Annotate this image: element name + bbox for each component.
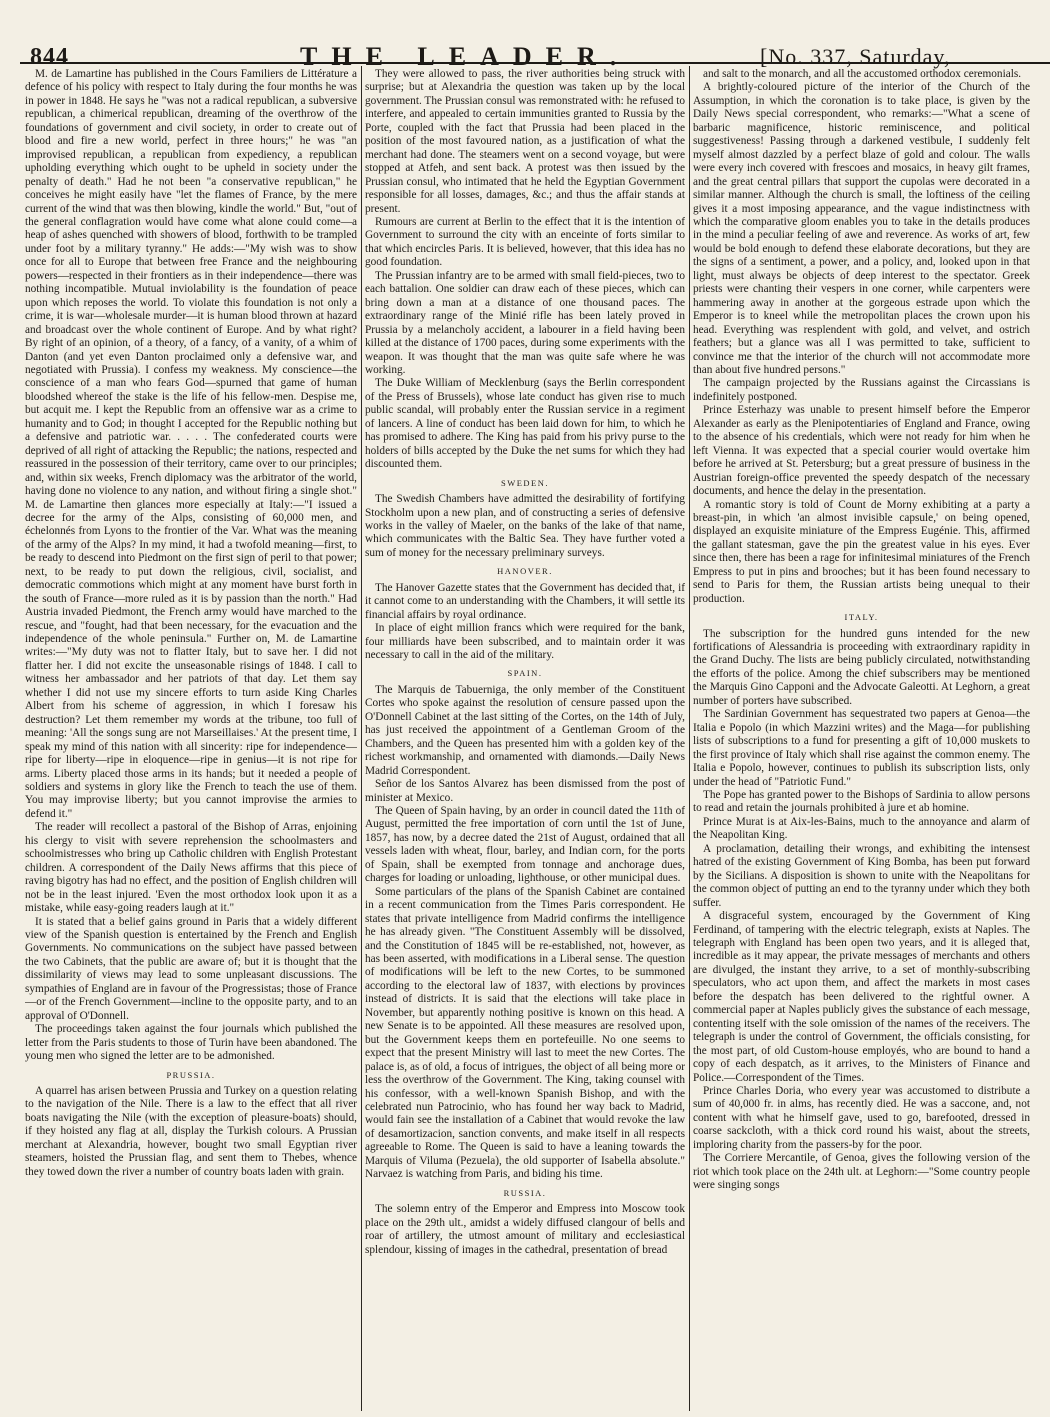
- article-paragraph: The Prussian infantry are to be armed with small field-pieces, two to each battalion. One soldier can draw each of these pieces, which can bring down a man at a distance of one thousand paces. The extraordinary range of the Minié rifle has been lately proved in Prussia by a melancholy accident, a labourer in a field having been killed at the distance of 1700 paces, during some experiments with the weapon. It was thought that the man was quite safe where he was working.: [365, 269, 685, 376]
- article-paragraph: The Hanover Gazette states that the Government has decided that, if it cannot come to an understanding with the Chambers, it will settle its financial affairs by royal ordinance.: [365, 581, 685, 621]
- article-paragraph: The Corriere Mercantile, of Genoa, gives the following version of the riot which took place on the 24th ult. at Leghorn:—"Some country people were singing songs: [693, 1152, 1030, 1192]
- article-paragraph: and salt to the monarch, and all the accustomed orthodox ceremonials.: [703, 68, 1022, 80]
- article-paragraph: Prince Esterhazy was unable to present himself before the Emperor Alexander as early as the Plenipotentiaries of England and France, owing to the absence of his credentials, which were not ready for him when he left Vienna. It was expected that a special courier would overtake him before he arrived at St. Petersburg; but a great pressure of business in the Austrian foreign-office prevented the speedy despatch of the necessary documents, and hence the delay in the presentation.: [693, 404, 1030, 498]
- article-paragraph: The Pope has granted power to the Bishops of Sardinia to allow persons to read and retain the journals prohibited à jure et ab homine.: [693, 789, 1030, 815]
- article-paragraph: The Duke William of Mecklenburg (says the Berlin correspondent of the Press of Brussels), whose late conduct has given rise to much public scandal, will probably enter the Russian service in a regiment of lancers. A line of conduct has been laid down for him, to which he has promised to adhere. The King has paid from his privy purse to the holders of bills accepted by the Duke the net sums for which they had discounted them.: [365, 377, 685, 471]
- article-paragraph: A proclamation, detailing their wrongs, and exhibiting the intensest hatred of the existing Government of King Bomba, has been put forward by the Sicilians. A disposition is shown to unite with the Neapolitans for the common object of putting an end to the tyranny under which they both suffer.: [693, 842, 1030, 909]
- article-paragraph: The Sardinian Government has sequestrated two papers at Genoa—the Italia e Popolo (in which Mazzini writes) and the Maga—for publishing lists of subscriptions to a fund for presenting a gift of 10,000 muskets to the first province of Italy which shall rise against the common enemy. The Italia e Popolo, however, continues to publish its subscription lists, only under the head of "Patriotic Fund.": [693, 708, 1030, 788]
- article-paragraph: The solemn entry of the Emperor and Empress into Moscow took place on the 29th ult., amidst a widely diffused clangour of bells and roar of artillery, the utmost amount of military and ecclesiastical splendour, kissing of images in the cathedral, presentation of bread: [365, 1203, 685, 1256]
- article-paragraph: A brightly-coloured picture of the interior of the Church of the Assumption, in which the coronation is to take place, is given by the Daily News special correspondent, who remarks:—"What a scene of barbaric magnificence, historic reminiscence, and political suggestiveness! Passing through a darkened vestibule, I suddenly felt myself almost dazzled by a perfect blaze of gold and colour. The walls were every inch covered with frescoes and mosaics, in heavy gilt frames, and the great central pillars that support the cupolas were decorated in a similar manner. Although the church is small, the loftiness of the ceiling gives it a most imposing appearance, and the vague indistinctness with which the comparative gloom enables you to take in the details produces in the mind a peculiar feeling of awe and reverence. As works of art, few would be bold enough to defend these elaborate decorations, but they are the signs of a sentiment, a power, and a policy, and, looked upon in that light, must always be objects of deep interest to the spectator. Greek priests were chanting their vespers in one corner, while carpenters were hammering away in another at the gorgeous estrade upon which the Emperor is to kneel while the metropolitan places the crown upon his head. Everything was resplendent with gold, and velvet, and ostrich feathers; but a glance was all I was permitted to take, sufficient to convince me that the interior of the church will not accommodate more than about five hundred persons.": [693, 81, 1030, 376]
- article-paragraph: The reader will recollect a pastoral of the Bishop of Arras, enjoining his clergy to visit with severe reprehension the schoolmasters and schoolmistresses who bring up Catholic children with English Protestant children. A correspondent of the Daily News affirms that this piece of raving bigotry has had no effect, and the position of English children will not be in the least injured. 'Even the most orthodox look upon it as a mistake, while easy-going readers laugh at it.": [25, 821, 357, 915]
- column-divider-2: [689, 66, 690, 1411]
- article-paragraph: A disgraceful system, encouraged by the Government of King Ferdinand, of tampering with the electric telegraph, exists at Naples. The telegraph with England has been open two years, and it is alleged that, incredible as it may appear, the private messages of merchants and others are divulged, the instant they arrive, to a set of monthly-subscribing speculators, who act upon them, and affect the markets in most cases before the despatch has been delivered to the rightful owner. A commercial paper at Naples publicly gives the substance of each message, contenting itself with the sole omission of the names of the receivers. The telegraph is under the control of Government, the officials consisting, for the most part, of old Custom-house employés, who are bound to hand a copy of each despatch, as it arrives, to the Ministers of Finance and Police.—Correspondent of the Times.: [693, 910, 1030, 1084]
- article-paragraph: It is stated that a belief gains ground in Paris that a widely different view of the Spanish question is entertained by the French and English Governments. No communications on the subject have passed between the two Cabinets, that the public are aware of; but it is thought that the dissimilarity of views may lead to some unpleasant discussions. The sympathies of England are in favour of the Progressistas; those of France—or of the French Government—incline to the opposite party, and to an approval of O'Donnell.: [25, 915, 357, 1022]
- issue-label: [No. 337, Saturday,: [760, 44, 951, 69]
- section-heading: SPAIN.: [507, 668, 543, 679]
- column-2: [365, 68, 685, 1406]
- article-paragraph: The subscription for the hundred guns intended for the new fortifications of Alessandria is proceeding with extraordinary rapidity in the Grand Duchy. The lists are being publicly circulated, notwithstanding the efforts of the police. Among the chief subscribers may be mentioned the Marquis Gino Capponi and the Advocate Galeotti. At Leghorn, a great number of porters have subscribed.: [693, 627, 1030, 707]
- section-heading: SWEDEN.: [500, 477, 550, 488]
- article-paragraph: The Swedish Chambers have admitted the desirability of fortifying Stockholm upon a new plan, and of constructing a series of defensive works in the valley of Maeler, on the banks of the lake of that name, which communicates with the Baltic Sea. They have further voted a sum of money for the necessary preliminary surveys.: [365, 493, 685, 559]
- header-rule: [20, 62, 1050, 64]
- article-paragraph: Rumours are current at Berlin to the effect that it is the intention of Government to surround the city with an enceinte of forts similar to that which encircles Paris. It is believed, however, that this idea has no good foundation.: [365, 215, 685, 269]
- article-paragraph: The proceedings taken against the four journals which published the letter from the Paris students to those of Turin have been abandoned. The young men who signed the letter are to be admonished.: [25, 1023, 357, 1063]
- article-paragraph: Prince Murat is at Aix-les-Bains, much to the annoyance and alarm of the Neapolitan King.: [693, 815, 1030, 842]
- article-paragraph: The Marquis de Tabuerniga, the only member of the Constituent Cortes who spoke against the resolution of censure passed upon the O'Donnell Cabinet at the last sitting of the Cortes, on the 14th of July, has just received the appointment of a Gentleman Groom of the Chambers, and the Queen has presented him with a golden key of the richest workmanship, and ornamented with diamonds.—Daily News Madrid Correspondent.: [365, 683, 685, 777]
- article-paragraph: A quarrel has arisen between Prussia and Turkey on a question relating to the navigation of the Nile. There is a law to the effect that all river boats navigating the Nile (with the exception of pleasure-boats) should, if they hoisted any flag at all, display the Turkish colours. A Prussian merchant at Alexandria, however, bought two small Egyptian river steamers, hoisted the Prussian flag, and sent them to Thebes, whence they towed down the river a number of country boats laden with grain.: [25, 1084, 357, 1178]
- section-heading: PRUSSIA.: [166, 1069, 216, 1080]
- column-3: [693, 68, 1030, 1406]
- article-paragraph: In place of eight million francs which were required for the bank, four milliards have been subscribed, and to maintain order it was necessary to call in the aid of the military.: [365, 622, 685, 662]
- article-paragraph: The Queen of Spain having, by an order in council dated the 11th of August, permitted the free importation of corn until the 1st of June, 1857, has now, by a decree dated the 21st of August, ordained that all vessels laden with wheat, flour, barley, and Indian corn, for the ports of Spain, shall be exempted from tonnage and anchorage dues, charges for loading or unloading, lighthouse, or other municipal dues.: [365, 805, 685, 885]
- article-paragraph: M. de Lamartine has published in the Cours Familiers de Littérature a defence of his policy with respect to Italy during the four months he was in power in 1848. He says he "was not a radical republican, a subversive republican, a chimerical republican, dreaming of the overthrow of the foundations of government and civil society, in order to create out of blood and fire a new world, perfect in three hours;" he was "an improvised republican, a republican from expediency, a republican upholding everything which ought to be upheld in society under the penalty of death." Had he not been "a conservative republican," he conceives he might easily have "let the flames of France, by the mere current of the wind that was then blowing, kindle the world." But, "out of the general conflagration would have come what alone could come—a heap of ashes quenched with showers of blood, forthwith to be trampled under foot by a military tyranny." He adds:—"My wish was to show once for all to Europe that between free France and the neighbouring powers—respected in their frontiers as in their independence—there was nothing incompatible. Mutual inviolability is the foundation of peace upon which reposes the world. To violate this foundation is not only a crime, it is war—wholesale murder—it is human blood thrown at hazard and broadcast over the whole continent of Europe. And by what right? By right of an opinion, of a theory, of a fancy, of a vanity, of a whim of Danton (and yet even Danton proclaimed only a defensive war, and negotiated with Prussia). I confess my weakness. My conscience—the conscience of a man who fears God—spurned that game of human bloodshed whereof the stake is the life of his fellow-men. Despise me, but acquit me. I kept the Republic from an offensive war as a crime to humanity and to God; in thought I accepted for the Republic nothing but a defensive and patriotic war. . . . . The confederated courts were deprived of all right of attacking the Republic; the nations, respected and reassured in the possession of their territory, came over to our principles; and, within six weeks, French diplomacy was the arbitrator of the world, having done no violence to any nation, and without firing a single shot." M. de Lamartine then glances more especially at Italy:—"I issued a decree for the army of the Alps, consisting of 60,000 men, and échelonnés from Lyons to the frontier of the Var. What was the meaning of the army of the Alps? In my mind, it had a twofold meaning—first, to be ready to descend into Piedmont on the first sign of peril to that power; next, to be ready to put down the religious, civil, socialist, and democratic commotions which might at any moment have burst forth in the south of France—more ruled as it is by passion than the north." Had Austria invaded Piedmont, the French army would have marched to the rescue, and "fought, had that been necessary, for the evacuation and the independence of the whole peninsula." Further on, M. de Lamartine writes:—"My duty was not to flatter Italy, but to save her. I did not flatter her. I did not excite the unseasonable risings of 1848. I call to witness her ambassador and her patriots of that day. Let them say whether I did not use my sincere efforts to turn aside King Charles Albert from his scheme of aggression, in which I foresaw his destruction? Let them remember my words at the tribune, too full of meaning: 'All the songs sung are not Marseillaises.' At the present time, I speak my mind of this nation with all sincerity: ripe for independence—ripe for liberty—ripe in eloquence—ripe in genius—it is not ripe for arms. Liberty placed those arms in its hands; but it needed a people of soldiers and systems in glory like the French to teach the use of them. You may improvise liberty; but you cannot improvise the armies to defend it.": [25, 68, 357, 820]
- section-heading: RUSSIA.: [503, 1187, 547, 1198]
- article-paragraph: Some particulars of the plans of the Spanish Cabinet are contained in a recent communication from the Times Paris correspondent. He states that private intelligence from Madrid confirms the intelligence he has already given. "The Constituent Assembly will be dissolved, and the Constitution of 1845 will be re-established, not, however, as has been asserted, with modifications in a Liberal sense. The question of modifications will be left to the new Cortes, to be summoned according to the electoral law of 1837, with elections by provinces instead of districts. It is said that the elections will take place in November, but apparently nothing positive is known on this head. A new Senate is to be appointed. All these measures are resolved upon, but the Government keeps them en portefeuille. No one seems to expect that the present Ministry will last to meet the new Cortes. The palace is, as of old, a focus of intrigues, the object of all being more or less the overthrow of the Government. The King, taking counsel with his confessor, with a well-known Spanish Bishop, and with the celebrated nun Patrocinio, who has found her way back to Madrid, would fain see the installation of a Cabinet that would revoke the law of desamortizacion, sanction convents, and make itself in all respects agreeable to Rome. The Queen is said to have a leaning towards the Marquis of Viluma (Pezuela), the old supporter of Isabella absolute." Narvaez is watching from Paris, and biding his time.: [365, 885, 685, 1181]
- page-number: 844: [30, 44, 69, 70]
- article-paragraph: Prince Charles Doria, who every year was accustomed to distribute a sum of 40,000 fr. in alms, has recently died. He was a saccone, and, not content with what he himself gave, used to go, barefooted, dressed in coarse sackcloth, with a thick cord round his waist, about the streets, imploring charity from the passers-by for the poor.: [693, 1084, 1030, 1151]
- article-paragraph: They were allowed to pass, the river authorities being struck with surprise; but at Alexandria the question was taken up by the local government. The Prussian consul was remonstrated with: he refused to interfere, and appealed to certain immunities granted to Russia by the Porte, coupled with the fact that Prussia had been placed in the position of the most favoured nation, as a justification of what the merchant had done. The steamers went on a second voyage, but were stopped at Atfeh, and sent back. A protest was then issued by the Prussian consul, who intimated that he held the Egyptian Government responsible for all losses, damages, &c.; and thus the affair stands at present.: [365, 68, 685, 215]
- article-paragraph: The campaign projected by the Russians against the Circassians is indefinitely postponed.: [693, 377, 1030, 403]
- column-divider-1: [361, 66, 362, 1411]
- article-paragraph: Señor de los Santos Alvarez has been dismissed from the post of minister at Mexico.: [365, 778, 685, 804]
- section-heading: ITALY.: [844, 612, 879, 623]
- newspaper-title: THE LEADER.: [300, 42, 631, 71]
- section-heading: HANOVER.: [497, 566, 553, 577]
- masthead: [0, 14, 1050, 71]
- article-paragraph: A romantic story is told of Count de Morny exhibiting at a party a breast-pin, in which 'an almost invisible capsule,' on being opened, displayed an exquisite miniature of the Empress Eugénie. This, affirmed the gallant statesman, gave the pin the greatest value in his eyes. Ever since then, there has been a rage for infinitesimal miniatures of the French Empress to put in pins and brooches; but it has been found necessary to send to Paris for them, the Russian artists being unequal to their production.: [693, 498, 1030, 605]
- column-1: [25, 68, 357, 1406]
